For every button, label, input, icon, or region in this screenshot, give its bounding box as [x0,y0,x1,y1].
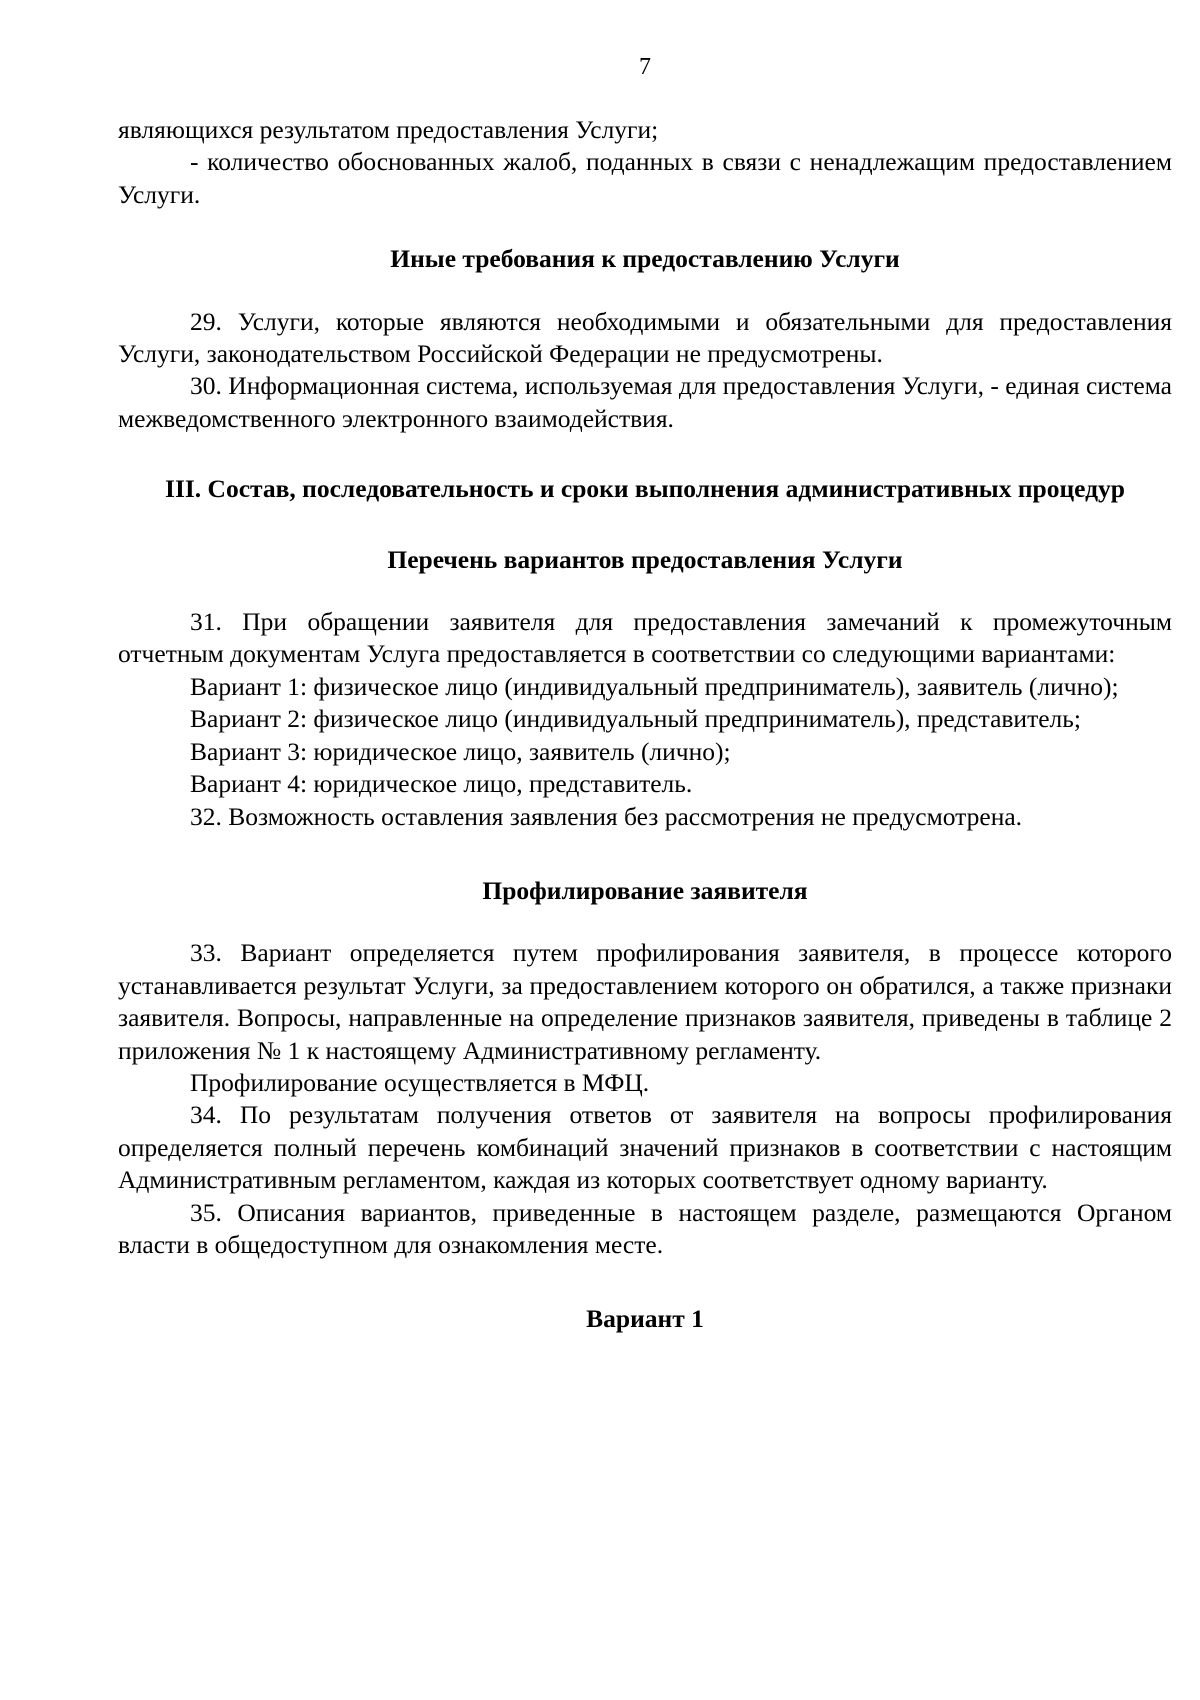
variant-2-item: Вариант 2: физическое лицо (индивидуальный предприниматель), представитель; [190,704,1081,734]
variant-3-item: Вариант 3: юридическое лицо, заявитель (лично); [190,736,731,766]
variant-4-item: Вариант 4: юридическое лицо, представитель. [190,769,693,799]
variant-1-item: Вариант 1: физическое лицо (индивидуальный предприниматель), заявитель (лично); [190,671,1119,701]
paragraph-continuation: являющихся результатом предоставления Услуги; [118,115,659,144]
paragraph-34: 34. По результатам получения ответов от заявителя на вопросы профилирования определяется полный перечень комбинаций значений признаков в соответствии с настоящим Административным регламентом, каждая из которых соответствует одному варианту. [118,1100,1172,1195]
paragraph-list-item-complaints: - количество обоснованных жалоб, поданных в связи с ненадлежащим предоставлением Услуги. [118,147,1172,209]
paragraph-29: 29. Услуги, которые являются необходимыми и обязательными для предоставления Услуги, законодательством Российской Федерации не предусмотрены. [118,306,1172,369]
heading-other-requirements: Иные требования к предоставлению Услуги [390,244,900,274]
paragraph-33-profiling-mfc: Профилирование осуществляется в МФЦ. [190,1067,650,1097]
heading-section-3: III. Состав, последовательность и сроки выполнения административных процедур [165,474,1125,504]
paragraph-35: 35. Описания вариантов, приведенные в настоящем разделе, размещаются Органом власти в общедоступном для ознакомления месте. [118,1197,1172,1259]
paragraph-31: 31. При обращении заявителя для предоставления замечаний к промежуточным отчетным документам Услуга предоставляется в соответствии со следующими вариантами: [118,607,1172,669]
page-number: 7 [639,54,651,80]
paragraph-30: 30. Информационная система, используемая для предоставления Услуги, - единая система межведомственного электронного взаимодействия. [118,371,1172,433]
heading-variant-1: Вариант 1 [586,1304,704,1334]
paragraph-32: 32. Возможность оставления заявления без рассмотрения не предусмотрена. [190,801,1023,831]
paragraph-33: 33. Вариант определяется путем профилирования заявителя, в процессе которого устанавливается результат Услуги, за предоставлением которого он обратился, а также признаки заявителя. Вопросы, направленные на определение признаков заявителя, приведены в таблице 2 приложения № 1 к настоящему Административному регламенту. [118,938,1172,1065]
document-body [118,114,1172,1336]
heading-profiling: Профилирование заявителя [482,875,808,905]
heading-variants-list: Перечень вариантов предоставления Услуги [387,544,903,574]
